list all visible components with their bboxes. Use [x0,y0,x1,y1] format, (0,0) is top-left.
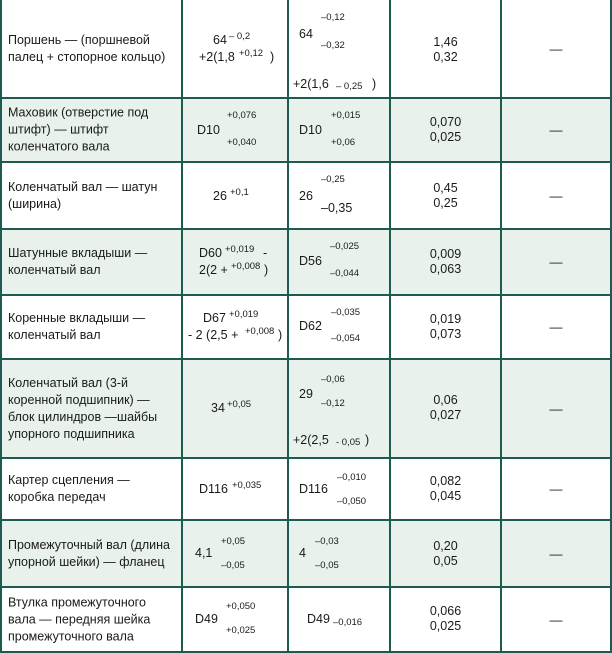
hole-nominal: 26 [213,189,227,203]
shaft-extra-deviation: – 0,25 [336,81,363,92]
clearance-max: 0,20 [433,539,458,553]
shaft-nominal: 64 [299,27,313,41]
clearance-cell [391,459,500,519]
shaft-upper-deviation: –0,06 [321,374,345,385]
shaft-size-cell [289,459,389,519]
shaft-nominal: D56 [299,254,322,268]
hole-nominal: 4,1 [195,546,213,560]
shaft-upper-deviation: –0,25 [321,174,345,185]
shaft-upper-deviation: –0,12 [321,12,345,23]
clearance-min: 0,045 [429,489,462,503]
part-name: Коренные вкладыши — коленчатый вал [8,311,146,342]
limit-cell [502,459,610,519]
hole-minus: - [263,246,268,260]
hole-deviation: – 0,2 [229,31,251,42]
clearance-min: 0,025 [429,619,462,633]
hole-size-cell [183,0,287,97]
hole-upper-deviation: +0,05 [221,536,246,547]
hole-size-cell [183,588,287,651]
shaft-upper-deviation: +0,015 [331,110,361,121]
limit-value: — [549,612,563,627]
clearance-cell [391,360,500,457]
part-cell [2,459,181,519]
shaft-size-cell [289,296,389,358]
part-cell [2,163,181,228]
hole-nominal: 34 [211,401,225,415]
hole-nominal: D67 [203,311,226,325]
part-name: Промежуточный вал (длина упорной шейки) — фланец [8,537,170,569]
hole-lower-deviation: +0,040 [227,137,257,148]
clearance-max: 0,082 [429,474,462,488]
hole-size-cell [183,230,287,294]
limit-cell [502,230,610,294]
part-name: Картер сцепления — коробка передач [8,473,130,504]
part-name: Шатунные вкладыши — коленчатый вал [8,246,148,277]
hole-nominal: D49 [195,612,218,626]
hole-deviation: +0,05 [227,399,252,410]
limit-cell [502,99,610,161]
shaft-size-cell [289,0,389,97]
hole-nominal: 64 [213,33,227,47]
shaft-nominal: 29 [299,387,313,401]
shaft-extra: +2(1,6 [293,77,329,91]
hole-size-cell [183,360,287,457]
limit-cell [502,521,610,586]
clearance-min: 0,025 [429,130,462,144]
limit-value: — [549,188,563,203]
part-name: Маховик (отверстие под штифт) — штифт коленчатого вала [8,105,149,154]
hole-size-cell [183,459,287,519]
clearance-max: 0,06 [433,393,458,407]
hole-extra-deviation: +0,12 [239,48,264,59]
hole-lower-deviation: –0,05 [221,560,245,571]
clearance-min: 0,05 [433,554,458,568]
clearance-max: 1,46 [433,35,458,49]
hole-deviation: +0,1 [230,187,249,198]
table-row [0,521,612,586]
part-cell [2,99,181,161]
shaft-upper-deviation: –0,025 [330,241,360,252]
part-cell [2,296,181,358]
clearance-cell [391,163,500,228]
limit-cell [502,0,610,97]
shaft-lower-deviation: –0,32 [321,40,345,51]
clearance-max: 0,009 [429,247,462,261]
clearance-cell [391,521,500,586]
limit-value: — [549,319,563,335]
table-row [0,588,612,651]
shaft-nominal: D10 [299,123,322,137]
part-name: Коленчатый вал (3-й коренной подшипник) — блок цилиндров —шайбы упорного подшипника [8,375,158,441]
hole-extra-close: ) [270,50,275,64]
hole-extra-close: ) [264,263,269,277]
hole-extra: +2(1,8 [199,50,235,64]
part-cell [2,588,181,651]
part-cell [2,0,181,97]
table-row [0,296,612,358]
shaft-lower-deviation: –0,35 [321,201,353,215]
clearance-max: 0,066 [429,604,462,618]
shaft-deviation: –0,016 [333,617,363,628]
table-row [0,230,612,294]
shaft-nominal: 4 [299,546,306,560]
limit-cell [502,588,610,651]
shaft-upper-deviation: –0,03 [315,536,339,547]
table-row [0,163,612,228]
hole-lower-deviation: +0,025 [226,625,256,636]
part-cell [2,360,181,457]
shaft-lower-deviation: –0,044 [330,268,360,279]
shaft-nominal: D62 [299,319,322,333]
shaft-lower-deviation: –0,054 [331,333,361,344]
limit-value: — [549,122,563,138]
shaft-size-cell [289,99,389,161]
hole-size-cell [183,521,287,586]
limit-value: — [549,546,563,561]
hole-extra-deviation: +0,008 [245,326,275,337]
hole-deviation: +0,019 [229,309,259,320]
shaft-lower-deviation: –0,050 [337,496,367,507]
clearance-cell [391,588,500,651]
hole-deviation: +0,035 [232,480,262,491]
hole-extra-close: ) [278,328,283,342]
shaft-lower-deviation: +0,06 [331,137,356,148]
shaft-size-cell [289,230,389,294]
clearance-min: 0,073 [429,327,462,341]
clearance-min: 0,25 [433,196,458,210]
shaft-nominal: D116 [299,482,328,496]
shaft-upper-deviation: –0,035 [331,307,361,318]
clearance-cell [391,99,500,161]
hole-upper-deviation: +0,076 [227,110,257,121]
clearance-min: 0,32 [433,50,458,64]
part-name: Втулка промежуточного вала — передняя шейка промежуточного вала [8,595,151,643]
shaft-lower-deviation: –0,05 [315,560,339,571]
limit-value: — [549,481,563,497]
hole-extra: - 2 (2,5 + [188,328,239,342]
hole-deviation: +0,019 [225,244,255,255]
limit-value: — [549,254,563,270]
table-row [0,360,612,457]
limit-value: — [549,41,563,56]
limit-cell [502,163,610,228]
shaft-extra-deviation: - 0,05 [336,437,361,448]
table-row [0,0,612,97]
hole-size-cell [183,99,287,161]
limit-value: — [549,401,563,416]
shaft-upper-deviation: –0,010 [337,472,367,483]
hole-nominal: D60 [199,246,222,260]
clearance-cell [391,296,500,358]
limit-cell [502,296,610,358]
part-cell [2,521,181,586]
clearance-max: 0,070 [429,115,462,129]
part-name: Поршень — (поршневой палец + стопорное кольцо) [8,32,166,64]
hole-extra-deviation: +0,008 [231,261,261,272]
clearance-cell [391,0,500,97]
hole-size-cell [183,296,287,358]
hole-nominal: D10 [197,123,220,137]
table-row [0,99,612,161]
limit-cell [502,360,610,457]
clearance-min: 0,027 [429,408,462,422]
shaft-extra: +2(2,5 [293,433,329,447]
clearance-cell [391,230,500,294]
hole-nominal: D116 [199,482,228,496]
shaft-extra-close: ) [372,77,377,91]
clearance-min: 0,063 [429,262,462,276]
shaft-extra-close: ) [365,433,370,447]
part-cell [2,230,181,294]
shaft-size-cell [289,588,389,651]
hole-size-cell [183,163,287,228]
shaft-nominal: D49 [307,612,330,626]
shaft-nominal: 26 [299,189,313,203]
clearance-max: 0,019 [429,312,462,326]
part-name: Коленчатый вал — шатун (ширина) [8,179,158,211]
shaft-size-cell [289,163,389,228]
clearance-max: 0,45 [433,181,458,195]
shaft-lower-deviation: –0,12 [321,398,345,409]
table-row [0,459,612,519]
shaft-size-cell [289,360,389,457]
hole-upper-deviation: +0,050 [226,601,256,612]
hole-extra: 2(2 + [199,263,228,277]
shaft-size-cell [289,521,389,586]
